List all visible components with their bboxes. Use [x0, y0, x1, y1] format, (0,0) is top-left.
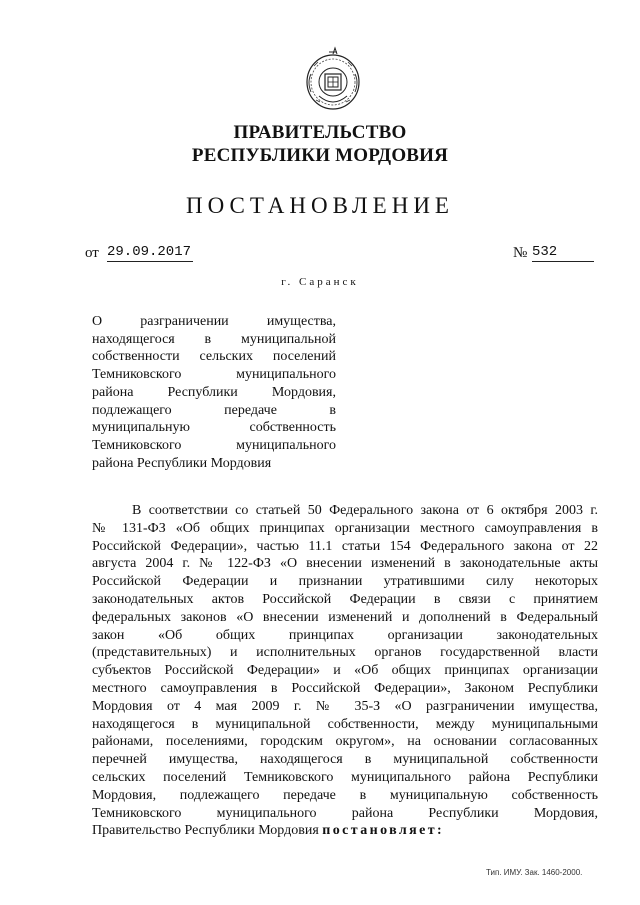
print-footer: Тип. ИМУ. Зак. 1460-2000. [486, 868, 583, 877]
body-line: районами, поселениями, городским округом», на основании согласованных [92, 734, 598, 750]
resolution-word: постановляет: [322, 823, 445, 839]
organization-title-line2: РЕСПУБЛИКИ МОРДОВИЯ [191, 145, 449, 166]
subject-line: Темниковского муниципального [92, 437, 336, 453]
body-line: Российской Федерации и признании утратившими силу некоторых [92, 574, 598, 590]
subject-line: собственности сельских поселений [92, 349, 336, 365]
body-line: Мордовия, подлежащего передаче в муниципальную собственность [92, 787, 598, 803]
subject-line: района Республики Мордовия [92, 455, 272, 471]
body-line: законодательных актов Российской Федерации в связи с принятием [92, 591, 598, 607]
body-line: федеральных законов «О внесении изменений и дополнений в Федеральный [92, 609, 598, 625]
body-line: перечней имущества, находящегося в муниципальной собственности [92, 752, 598, 768]
body-line: местного самоуправления в Российской Федерации», Законом Республики [92, 680, 598, 696]
document-date: 29.09.2017 [107, 244, 192, 260]
body-line: № 131-ФЗ «Об общих принципах организации местного самоуправления в [92, 520, 598, 536]
subject-line: находящегося в муниципальной [92, 331, 336, 347]
number-prefix: № [513, 245, 528, 261]
body-line: закон «Об общих принципах организации законодательных [92, 627, 598, 643]
date-prefix: от [85, 245, 99, 261]
body-line: Мордовия от 4 мая 2009 г. № 35-З «О разграничении имущества, [92, 698, 598, 714]
body-line: сельских поселений Темниковского муниципального района Республики [92, 769, 598, 785]
city-line: г. Саранск [281, 276, 359, 288]
body-line: Российской Федерации», частью 11.1 статьи 154 Федерального закона от 22 [92, 538, 598, 554]
subject-line: Темниковского муниципального [92, 367, 336, 383]
body-line: Темниковского муниципального района Республики Мордовия, [92, 805, 598, 821]
subject-line: района Республики Мордовия, [92, 384, 336, 400]
body-line: В соответствии со статьей 50 Федерального закона от 6 октября 2003 г. [132, 503, 598, 518]
document-type-title: ПОСТАНОВЛЕНИЕ [186, 193, 454, 218]
document-body [92, 502, 598, 840]
body-final-line [92, 822, 598, 840]
coat-of-arms-icon [304, 44, 362, 112]
organization-title-line1: ПРАВИТЕЛЬСТВО [233, 122, 407, 143]
body-line: (представительных) и исполнительных органов государственной власти [92, 645, 598, 661]
body-line: субъектов Российской Федерации» и «Об общих принципах организации [92, 663, 598, 679]
document-subject [92, 313, 336, 472]
subject-line: подлежащего передаче в [92, 402, 336, 418]
body-line: августа 2004 г. № 122-ФЗ «О внесении изменений в законодательные акты [92, 556, 598, 572]
body-line: находящегося в муниципальной собственности, между муниципальными [92, 716, 598, 732]
subject-line: О разграничении имущества, [92, 314, 336, 329]
subject-line: муниципальную собственность [92, 420, 336, 436]
document-number: 532 [532, 244, 594, 262]
body-final-text: Правительство Республики Мордовия [92, 823, 323, 839]
